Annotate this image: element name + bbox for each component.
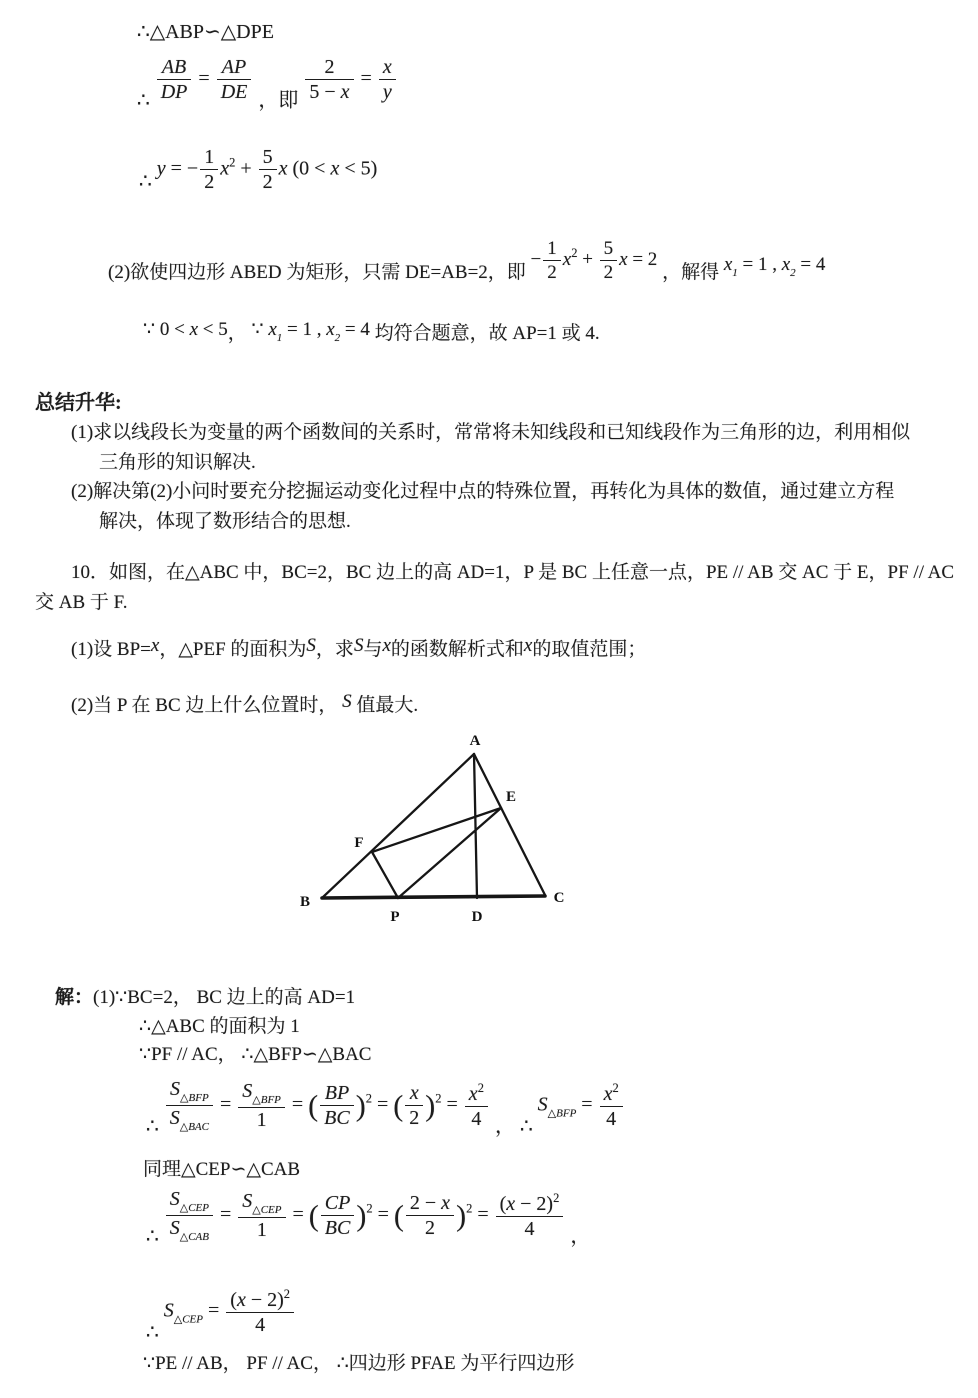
- math-token: AB: [161, 56, 187, 78]
- math-token: 2: [790, 267, 796, 280]
- math-token: 2: [324, 56, 335, 78]
- math-fraction: [465, 1081, 488, 1131]
- math-token: (: [308, 1199, 319, 1233]
- math-token: S: [353, 635, 364, 656]
- math-token: = −: [165, 157, 199, 180]
- solution-line1: [55, 986, 355, 1010]
- math-token: = 1 ,: [282, 319, 327, 340]
- math-token: ∵: [251, 319, 269, 340]
- statement-similar-abp-dpe: ∴△ABP∽△DPE: [137, 21, 274, 43]
- math-fraction: [405, 1082, 423, 1130]
- math-token: [530, 238, 658, 284]
- summary-item1-line1: (1)求以线段长为变量的两个函数间的关系时，常常将未知线段和已知线段作为三角形的边，利用相似: [71, 422, 911, 443]
- math-token: S: [169, 1107, 180, 1130]
- math-token: △CEP: [173, 1313, 203, 1326]
- math-token: ，解得: [657, 262, 724, 284]
- math-fraction: [166, 1078, 213, 1134]
- math-token: 5 −: [309, 81, 341, 104]
- math-token: 5: [262, 146, 273, 168]
- math-token: △CAB: [179, 1231, 209, 1244]
- math-fraction: [157, 56, 192, 104]
- math-token: =: [193, 67, 215, 90]
- math-token: (2)欲使四边形 ABED 为矩形，只需 DE=AB=2，即: [108, 262, 531, 284]
- math-token: S: [342, 691, 352, 712]
- math-token: CP: [324, 1191, 351, 1214]
- math-token: BC: [324, 1217, 351, 1240]
- math-token: =: [576, 1093, 598, 1116]
- math-token: (1)设 BP=: [71, 639, 151, 660]
- math-token: x: [382, 56, 392, 78]
- math-token: 2: [366, 1201, 373, 1216]
- math-token: x: [330, 157, 340, 180]
- summary-heading: 总结升华:: [35, 392, 122, 414]
- math-token: 2: [612, 1080, 619, 1095]
- math-token: 2: [553, 1190, 560, 1205]
- math-token: 2 −: [409, 1191, 442, 1214]
- math-token: S: [242, 1079, 253, 1102]
- formula-y-function: [139, 146, 377, 194]
- math-token: S: [169, 1217, 180, 1240]
- math-token: 2: [409, 1107, 420, 1130]
- math-token: ): [456, 1199, 467, 1233]
- math-token: +: [235, 157, 257, 180]
- part2-conclusion: [143, 318, 600, 346]
- vertex-label-E: E: [505, 789, 517, 805]
- solution-line3: ∵PF // AC， ∴△BFP∽△BAC: [139, 1044, 372, 1065]
- math-token: 2: [365, 1091, 372, 1106]
- math-token: x: [382, 635, 391, 656]
- math-token: [251, 319, 370, 344]
- math-token: ∴: [137, 89, 155, 112]
- geometry-diagram: [292, 730, 592, 930]
- math-token: =: [372, 1203, 394, 1226]
- math-token: x: [189, 319, 198, 340]
- math-token: =: [472, 1203, 494, 1226]
- math-token: x: [562, 249, 572, 271]
- math-token: y: [156, 157, 166, 180]
- math-token: DP: [160, 81, 188, 104]
- formula-ratio-proportion: [137, 56, 398, 113]
- math-token: 4: [524, 1218, 535, 1241]
- math-token: 2: [603, 262, 614, 284]
- math-token: 与: [363, 639, 383, 660]
- math-fraction: [496, 1191, 564, 1241]
- edge-FE: [372, 808, 501, 852]
- math-token: △BFP: [547, 1107, 577, 1120]
- math-token: x: [468, 1082, 478, 1105]
- math-token: △CEP: [252, 1203, 282, 1216]
- math-token: = 1 ,: [737, 254, 782, 276]
- math-token: 2: [571, 246, 578, 261]
- problem10-question2: [71, 690, 418, 718]
- math-token: = 4: [795, 254, 826, 276]
- math-token: [382, 635, 390, 656]
- math-token: 5: [603, 238, 614, 259]
- math-fraction: [320, 1082, 354, 1130]
- math-token: 1: [276, 332, 283, 344]
- math-token: x: [340, 81, 350, 104]
- math-fraction: [238, 1190, 285, 1242]
- solution-line2: ∴△ABC 的面积为 1: [139, 1016, 300, 1037]
- math-token: 4: [255, 1314, 266, 1337]
- math-token: (0 <: [287, 157, 331, 180]
- math-token: (: [308, 1089, 319, 1123]
- math-token: ，即: [253, 89, 304, 112]
- math-token: ): [355, 1089, 366, 1123]
- edge-BC: [322, 896, 545, 898]
- math-token: x: [150, 635, 160, 656]
- math-token: ，求: [315, 639, 354, 660]
- problem10-statement-line2: 交 AB 于 F.: [35, 592, 128, 613]
- math-token: BP: [324, 1081, 350, 1104]
- math-token: (: [230, 1289, 237, 1311]
- math-token: ∴: [139, 170, 157, 193]
- part2-rectangle-condition: [108, 238, 825, 285]
- edge-PE: [398, 808, 501, 898]
- edge-AC: [474, 754, 545, 895]
- summary-item1-line2: 三角形的知识解决.: [99, 452, 256, 473]
- math-fraction: [166, 1188, 213, 1244]
- math-fraction: [217, 56, 252, 104]
- math-token: 2: [435, 1091, 442, 1106]
- math-token: DE: [220, 81, 248, 104]
- math-token: (2)当 P 在 BC 边上什么位置时，: [71, 695, 343, 716]
- math-token: 的函数解析式和: [390, 639, 524, 660]
- math-token: x: [523, 635, 533, 656]
- vertex-label-A: A: [469, 733, 481, 749]
- math-token: BC: [324, 1107, 350, 1130]
- math-fraction: [543, 238, 561, 284]
- math-token: ): [425, 1089, 436, 1123]
- math-token: x: [220, 157, 230, 180]
- math-token: 2: [283, 1287, 291, 1301]
- vertex-label-C: C: [553, 890, 565, 906]
- math-token: − 2): [515, 1192, 554, 1215]
- math-token: S: [537, 1093, 548, 1116]
- math-token: [342, 691, 352, 712]
- math-token: < 5: [198, 319, 228, 340]
- summary-item2-line1: (2)解决第(2)小问时要充分挖掘运动变化过程中点的特殊位置，再转化为具体的数值，通过建立方程: [71, 481, 895, 502]
- math-token: 的取值范围；: [532, 639, 647, 660]
- math-token: = 4: [340, 319, 370, 340]
- math-token: S: [163, 1299, 174, 1322]
- math-token: S: [242, 1189, 253, 1212]
- math-fraction: [600, 1081, 623, 1131]
- math-token: = 2: [627, 249, 658, 271]
- math-token: 1: [256, 1109, 267, 1132]
- problem10-question1: [71, 634, 646, 662]
- math-token: 2: [229, 155, 236, 170]
- math-token: △BAC: [179, 1121, 209, 1134]
- math-token: < 5): [339, 157, 378, 180]
- math-fraction: [321, 1192, 355, 1240]
- math-token: −: [530, 249, 542, 271]
- math-token: − 2): [245, 1289, 284, 1311]
- math-token: △BFP: [252, 1093, 281, 1106]
- math-token: ∴: [519, 1115, 538, 1138]
- summary-item2-line2: 解决，体现了数形结合的思想.: [99, 511, 351, 532]
- math-token: 1: [732, 267, 738, 280]
- math-token: 4: [606, 1108, 617, 1131]
- math-fraction: [259, 146, 277, 194]
- math-token: ，: [227, 323, 252, 344]
- math-token: [723, 254, 826, 280]
- math-token: =: [287, 1203, 309, 1226]
- math-fraction: [305, 56, 353, 104]
- math-token: x: [326, 319, 335, 340]
- vertex-label-F: F: [354, 835, 364, 851]
- edge-AD-altitude: [474, 754, 477, 898]
- math-token: [143, 319, 228, 340]
- math-token: 值最大.: [351, 695, 419, 716]
- math-token: x: [441, 1191, 451, 1214]
- math-token: (: [393, 1089, 404, 1123]
- math-token: [306, 635, 316, 656]
- math-token: x: [409, 1081, 419, 1104]
- math-token: 2: [262, 171, 273, 194]
- math-token: =: [214, 1093, 237, 1116]
- math-token: 4: [471, 1108, 482, 1131]
- solution-line1-text: (1)∵BC=2， BC 边上的高 AD=1: [93, 987, 356, 1008]
- math-token: x: [603, 1082, 613, 1105]
- math-token: 2: [547, 262, 557, 284]
- solution-formula-area-cep-result: [146, 1287, 296, 1345]
- math-token: =: [355, 67, 377, 90]
- math-token: 2: [477, 1080, 484, 1095]
- solution-line4: 同理△CEP∽△CAB: [143, 1159, 301, 1180]
- math-token: x: [781, 254, 791, 276]
- math-token: [354, 635, 364, 656]
- vertex-label-B: B: [299, 894, 311, 910]
- math-token: x: [723, 254, 733, 276]
- math-token: ，: [489, 1115, 520, 1138]
- math-token: (: [393, 1199, 404, 1233]
- math-fraction: [200, 146, 218, 194]
- math-token: ∴: [146, 1115, 164, 1138]
- math-token: △CEP: [179, 1202, 209, 1214]
- math-fraction: [600, 238, 618, 284]
- math-token: (: [499, 1192, 507, 1215]
- math-fraction: [226, 1287, 294, 1337]
- math-token: x: [278, 157, 288, 180]
- math-token: 1: [256, 1219, 267, 1242]
- math-fraction: [406, 1192, 454, 1240]
- math-token: △BFP: [180, 1092, 209, 1104]
- math-token: x: [236, 1289, 246, 1311]
- math-token: +: [577, 249, 598, 271]
- math-token: =: [214, 1203, 237, 1226]
- math-token: y: [382, 81, 392, 104]
- math-fraction: [238, 1080, 285, 1132]
- math-token: ∵ 0 <: [143, 319, 190, 340]
- math-token: ，: [565, 1225, 591, 1248]
- math-token: ∴: [146, 1321, 164, 1344]
- solution-formula-area-cep: [146, 1188, 590, 1249]
- math-token: 2: [334, 332, 341, 344]
- math-token: S: [169, 1188, 180, 1210]
- math-token: x: [268, 319, 277, 340]
- solution-prefix: 解：: [55, 987, 94, 1008]
- math-token: =: [371, 1093, 394, 1116]
- math-token: x: [619, 249, 628, 271]
- edge-FP: [372, 852, 398, 898]
- math-token: 2: [466, 1201, 473, 1216]
- math-token: ): [356, 1199, 367, 1233]
- math-token: S: [170, 1078, 181, 1100]
- math-token: 1: [204, 146, 215, 168]
- math-token: AP: [221, 56, 247, 78]
- math-fraction: [379, 56, 396, 104]
- solution-formula-area-bfp: [146, 1078, 625, 1139]
- math-token: =: [441, 1093, 463, 1116]
- math-token: ∴: [146, 1225, 164, 1248]
- vertex-label-P: P: [390, 909, 400, 925]
- math-token: 2: [204, 171, 215, 194]
- vertex-label-D: D: [471, 909, 483, 925]
- solution-line5: ∵PE // AB， PF // AC， ∴四边形 PFAE 为平行四边形: [143, 1353, 575, 1374]
- math-token: 均符合题意，故 AP=1 或 4.: [369, 323, 600, 344]
- problem10-statement-line1: 10．如图，在△ABC 中，BC=2，BC 边上的高 AD=1，P 是 BC 上任意一点，PE // AB 交 AC 于 E，PF // AC: [71, 562, 955, 583]
- math-token: =: [202, 1299, 225, 1322]
- math-token: x: [506, 1192, 516, 1215]
- math-token: 1: [547, 238, 557, 259]
- math-token: 2: [424, 1217, 435, 1240]
- math-token: =: [286, 1093, 309, 1116]
- math-token: ，△PEF 的面积为: [159, 639, 307, 660]
- math-token: S: [306, 635, 316, 656]
